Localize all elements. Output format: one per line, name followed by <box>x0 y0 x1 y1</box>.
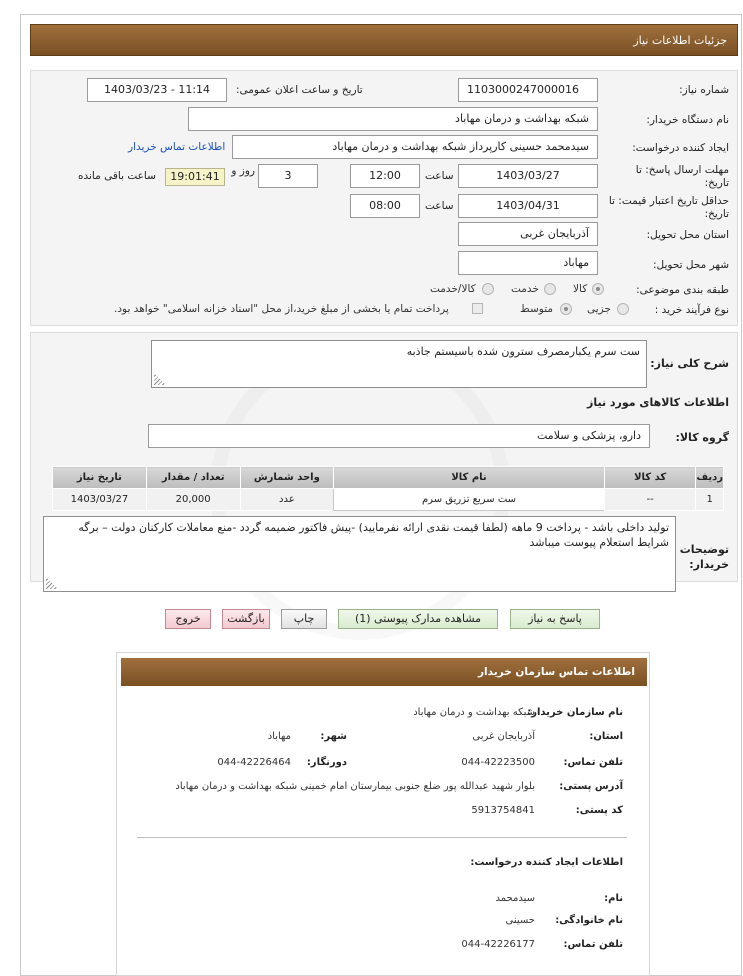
reply-button[interactable]: پاسخ به نیاز <box>510 609 600 629</box>
price-validity-date-field[interactable]: 1403/04/31 <box>458 194 598 218</box>
creator-last-name-label: نام خانوادگی: <box>555 915 623 926</box>
goods-group-label: گروه کالا: <box>675 431 729 444</box>
creator-phone-label: تلفن تماس: <box>563 939 623 950</box>
cell-goods-name: ست سریع تزریق سرم <box>334 489 605 511</box>
contact-postal-value: 5913754841 <box>471 805 535 816</box>
contact-divider <box>137 837 627 838</box>
reply-time-field[interactable]: 12:00 <box>350 164 420 188</box>
city-label: شهر محل تحویل: <box>653 259 729 271</box>
cell-goods-code: -- <box>604 489 696 511</box>
buyer-org-label: نام دستگاه خریدار: <box>646 114 729 126</box>
contact-fax-label: دورنگار: <box>306 757 347 768</box>
buyer-org-field[interactable]: شبکه بهداشت و درمان مهاباد <box>188 107 598 131</box>
exit-button[interactable]: خروج <box>165 609 211 629</box>
process-minor-radio[interactable] <box>617 303 629 315</box>
process-medium-radio[interactable] <box>560 303 572 315</box>
remaining-time-label: ساعت باقی مانده <box>78 170 156 182</box>
goods-section-title: اطلاعات کالاهای مورد نیاز <box>587 396 729 409</box>
creator-field[interactable]: سیدمحمد حسینی کارپرداز شبکه بهداشت و درمان مهاباد <box>232 135 598 159</box>
contact-province-value: آذربایجان غربی <box>472 731 535 742</box>
contact-org-value: شبکه بهداشت و درمان مهاباد <box>413 707 535 718</box>
description-textarea[interactable] <box>151 340 647 388</box>
page-title: جزئیات اطلاعات نیاز <box>30 24 738 56</box>
contact-phone-label: تلفن تماس: <box>563 757 623 768</box>
process-medium-label: متوسط <box>520 303 553 315</box>
province-label: استان محل تحویل: <box>646 229 729 241</box>
price-validity-label: حداقل تاریخ اعتبار قیمت: تا تاریخ: <box>608 195 729 220</box>
creator-section-title: اطلاعات ایجاد کننده درخواست: <box>470 857 623 868</box>
col-row-number: ردیف <box>696 467 724 489</box>
col-quantity: تعداد / مقدار <box>146 467 240 489</box>
announce-date-label: تاریخ و ساعت اعلان عمومی: <box>236 84 363 96</box>
contact-address-label: آدرس پستی: <box>559 781 623 792</box>
resize-grip-icon[interactable] <box>46 577 58 589</box>
category-label: طبقه بندی موضوعی: <box>636 284 729 296</box>
buyer-notes-label: توضیحات خریدار: <box>679 543 729 571</box>
back-button[interactable]: بازگشت <box>222 609 270 629</box>
category-service-label: خدمت <box>511 283 539 295</box>
category-both-label: کالا/خدمت <box>430 283 476 295</box>
cell-row-number: 1 <box>696 489 724 511</box>
contact-phone-value: 044-42223500 <box>461 757 535 768</box>
description-label: شرح کلی نیاز: <box>650 357 729 370</box>
days-label: روز و <box>231 165 255 177</box>
announce-date-field[interactable]: 1403/03/23 - 11:14 <box>87 78 227 102</box>
resize-grip-icon[interactable] <box>154 373 166 385</box>
goods-table-header <box>53 467 724 489</box>
reply-time-label: ساعت <box>425 170 454 182</box>
goods-table <box>52 466 724 511</box>
attachments-button[interactable]: مشاهده مدارک پیوستی (1) <box>338 609 498 629</box>
reply-deadline-label: مهلت ارسال پاسخ: تا تاریخ: <box>635 164 729 189</box>
contact-city-label: شهر: <box>320 731 347 742</box>
cell-need-date: 1403/03/27 <box>53 489 147 511</box>
cell-quantity: 20,000 <box>146 489 240 511</box>
contact-province-label: استان: <box>589 731 623 742</box>
category-goods-radio[interactable] <box>592 283 604 295</box>
price-validity-time-field[interactable]: 08:00 <box>350 194 420 218</box>
price-validity-time-label: ساعت <box>425 200 454 212</box>
remaining-time-badge: 19:01:41 <box>165 168 225 186</box>
contact-card-title: اطلاعات تماس سازمان خریدار <box>121 658 647 686</box>
description-text: ست سرم یکبارمصرف سترون شده باسیستم جاذبه <box>406 345 640 358</box>
contact-city-value: مهاباد <box>267 731 291 742</box>
buyer-notes-text: تولید داخلی باشد - پرداخت 9 ماهه (لطفا قیمت نقدی ارائه نفرمایید) -پیش فاکتور ضمیمه گردد -منع معاملات کارکنان دولت – برگه شرایط استعلام پیوست میباشد <box>78 521 669 549</box>
creator-first-name-label: نام: <box>604 893 623 904</box>
buyer-contact-link[interactable]: اطلاعات تماس خریدار <box>128 141 226 153</box>
reply-date-field[interactable]: 1403/03/27 <box>458 164 598 188</box>
process-minor-label: جزیی <box>587 303 611 315</box>
creator-phone-value: 044-42226177 <box>461 939 535 950</box>
treasury-payment-note: پرداخت تمام یا بخشی از مبلغ خرید،از محل "اسناد خزانه اسلامی" خواهد بود. <box>114 303 449 315</box>
creator-first-name-value: سیدمحمد <box>495 893 535 904</box>
print-button[interactable]: چاپ <box>281 609 327 629</box>
col-goods-name: نام کالا <box>334 467 605 489</box>
contact-org-label: نام سازمان خریدار: <box>527 707 623 718</box>
category-goods-label: کالا <box>573 283 588 295</box>
contact-postal-label: کد پستی: <box>575 805 623 816</box>
buyer-contact-card <box>116 652 650 976</box>
days-field[interactable]: 3 <box>258 164 318 188</box>
goods-group-field[interactable]: دارو، پزشکی و سلامت <box>148 424 650 448</box>
creator-last-name-value: حسینی <box>505 915 535 926</box>
col-goods-code: کد کالا <box>604 467 696 489</box>
contact-address-value: بلوار شهید عبدالله پور ضلع جنوبی بیمارستان امام خمینی شبکه بهداشت و درمان مهاباد <box>175 781 535 792</box>
need-number-label: شماره نیاز: <box>679 84 729 96</box>
category-service-radio[interactable] <box>544 283 556 295</box>
cell-unit: عدد <box>240 489 334 511</box>
col-unit: واحد شمارش <box>240 467 334 489</box>
col-need-date: تاریخ نیاز <box>53 467 147 489</box>
city-field[interactable]: مهاباد <box>458 251 598 275</box>
process-type-label: نوع فرآیند خرید : <box>654 304 729 316</box>
table-row[interactable] <box>53 489 724 511</box>
creator-label: ایجاد کننده درخواست: <box>632 142 729 154</box>
buyer-notes-textarea[interactable] <box>43 516 676 592</box>
category-both-radio[interactable] <box>482 283 494 295</box>
contact-fax-value: 044-42226464 <box>217 757 291 768</box>
need-number-field[interactable]: 1103000247000016 <box>458 78 598 102</box>
treasury-payment-checkbox[interactable] <box>472 303 483 314</box>
province-field[interactable]: آذربایجان غربی <box>458 222 598 246</box>
